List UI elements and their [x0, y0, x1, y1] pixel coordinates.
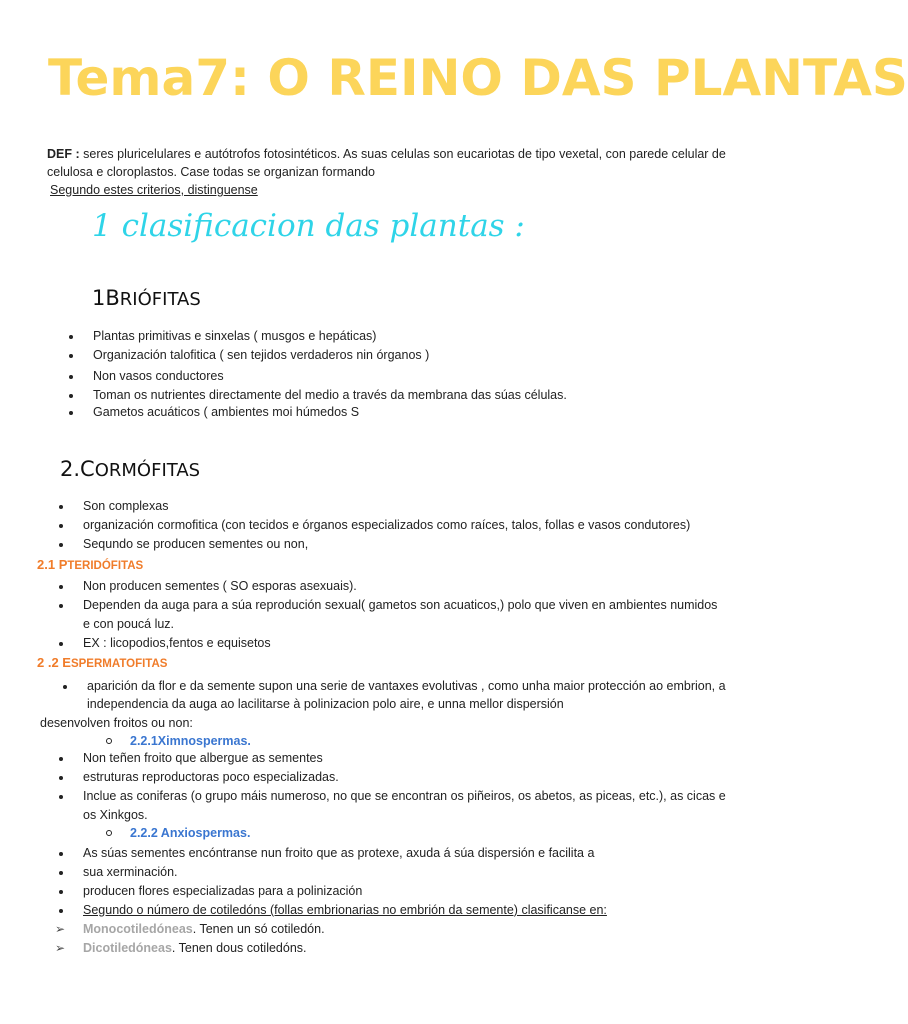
ximnospermas-list	[83, 749, 733, 825]
type-desc: . Tenen un só cotiledón.	[192, 922, 325, 936]
list-item: Plantas primitivas e sinxelas ( musgos e hepáticas)	[93, 327, 733, 346]
anxiospermas-sublist	[130, 824, 250, 843]
list-item: sua xerminación.	[83, 863, 733, 882]
type-name: Dicotiledóneas	[83, 941, 172, 955]
type-name: Monocotiledóneas	[83, 922, 193, 936]
cormofitas-list	[83, 497, 733, 554]
list-item: Toman os nutrientes directamente del medio a través da membrana das súas células.	[93, 386, 733, 405]
list-item-dicot	[83, 939, 733, 958]
subheading-anxiospermas: 2.2.2 Anxiospermas.	[130, 824, 250, 843]
subheading-ximnospermas: 2.2.1Ximnospermas.	[130, 732, 251, 751]
list-item: Sequndo se producen sementes ou non,	[83, 535, 733, 554]
heading-number: 2 .2	[37, 655, 63, 670]
section-title: 1 clasificacion das plantas :	[92, 208, 525, 244]
list-item: organización cormofitica (con tecidos e órganos especializados como raíces, talos, follas e vasos condutores)	[83, 516, 733, 535]
heading-pteridofitas	[37, 557, 143, 572]
list-item: Dependen da auga para a súa reprodución sexual( gametos son acuaticos,) polo que viven en ambientes numidos e con poucá luz.	[83, 596, 723, 634]
definition-label: DEF :	[47, 147, 80, 161]
heading-initial: E	[62, 655, 71, 670]
heading-briofitas	[92, 284, 201, 314]
heading-number: 2.1	[37, 557, 59, 572]
list-item: estruturas reproductoras poco especializadas.	[83, 768, 733, 787]
definition-text: seres pluricelulares e autótrofos fotosintéticos. As suas celulas son eucariotas de tipo vexetal, con parede celular de celulosa e cloroplastos. Case todas se organizan formando	[47, 147, 726, 179]
heading-cormofitas	[60, 455, 200, 485]
list-item: Non producen sementes ( SO esporas asexuais).	[83, 577, 723, 596]
heading-rest: ORMÓFITAS	[94, 460, 201, 481]
list-item: Inclue as coniferas (o grupo máis numeroso, no que se encontran os piñeiros, os abetos, as piceas, etc.), as cicas e os Xinkgos.	[83, 787, 733, 825]
heading-initial: C	[80, 457, 95, 481]
intro-continuation: desenvolven froitos ou non:	[40, 716, 193, 730]
heading-number: 1	[92, 286, 106, 310]
heading-rest: TERIDÓFITAS	[67, 560, 144, 572]
espermatofitas-intro-list	[87, 677, 727, 713]
heading-number: 2.	[60, 457, 81, 481]
cotyledon-types-list	[83, 920, 733, 958]
heading-rest: SPERMATOFITAS	[70, 658, 168, 670]
list-item: aparición da flor e da semente supon una serie de vantaxes evolutivas , como unha maior protección ao embrion, a independencia da auga ao lacilitarse à polinizacion polo aire, e unna mellor dispersión	[87, 679, 726, 711]
list-item-monocot	[83, 920, 733, 939]
list-item: Non teñen froito que albergue as sementes	[83, 749, 733, 768]
anxiospermas-list	[83, 844, 733, 920]
list-item: EX : licopodios,fentos e equisetos	[83, 634, 723, 653]
list-item: Non vasos conductores	[93, 367, 733, 386]
type-desc: . Tenen dous cotiledóns.	[171, 941, 307, 955]
definition-paragraph	[47, 145, 727, 181]
page-title: Tema7: O REINO DAS PLANTAS	[48, 49, 908, 107]
list-item: Segundo o número de cotiledóns (follas embrionarias no embrión da semente) clasificanse en:	[83, 901, 733, 920]
list-item: As súas sementes encóntranse nun froito que as protexe, axuda á súa dispersión e facilita a	[83, 844, 733, 863]
heading-rest: RIÓFITAS	[119, 289, 201, 310]
heading-initial: P	[58, 557, 68, 572]
criteria-line: Segundo estes criterios, distinguense	[50, 183, 258, 197]
heading-initial: B	[105, 286, 120, 310]
briofitas-list	[93, 327, 733, 422]
list-item: Organización talofitica ( sen tejidos verdaderos nin órganos )	[93, 346, 733, 365]
list-item: Son complexas	[83, 497, 733, 516]
list-item: Gametos acuáticos ( ambientes moi húmedos S	[93, 403, 733, 422]
pteridofitas-list	[83, 577, 723, 653]
heading-espermatofitas	[37, 655, 167, 670]
list-item: producen flores especializadas para a polinización	[83, 882, 733, 901]
